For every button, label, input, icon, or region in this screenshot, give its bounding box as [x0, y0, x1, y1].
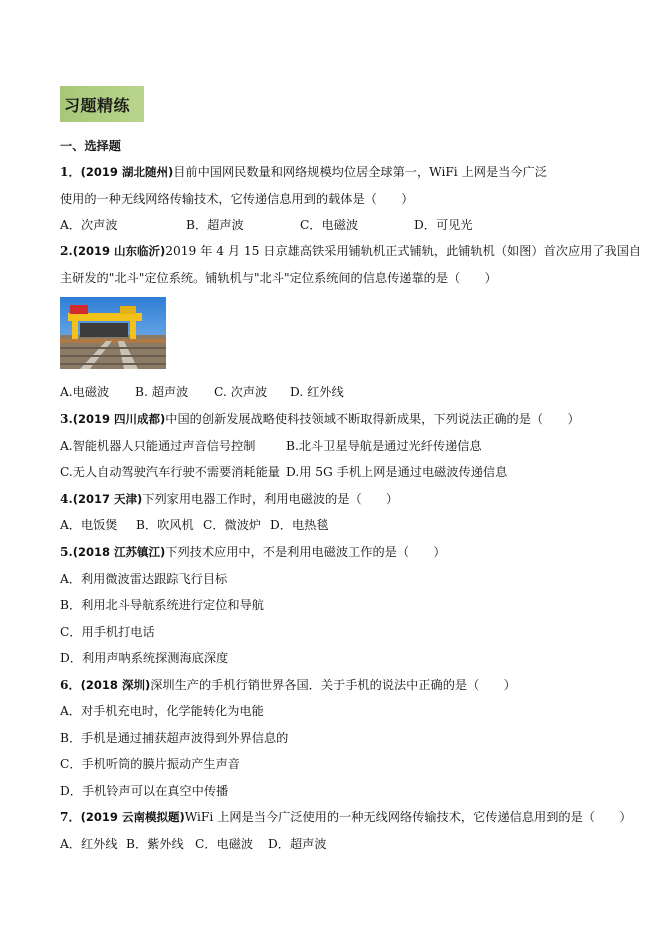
question-3-option-d: D.用 5G 手机上网是通过电磁波传递信息	[286, 465, 508, 479]
question-7-option-c: C．电磁波	[195, 837, 254, 851]
question-2-option-b: B. 超声波	[135, 385, 189, 399]
question-2-text-cont: 主研发的"北斗"定位系统。铺轨机与"北斗"定位系统间的信息传递靠的是（ ）	[60, 271, 497, 285]
question-6-text: 深圳生产的手机行销世界各国．关于手机的说法中正确的是（ ）	[150, 678, 516, 692]
question-6-option-d: D．手机铃声可以在真空中传播	[60, 784, 229, 798]
question-4-source: (2017 天津)	[72, 492, 143, 506]
question-6	[60, 677, 516, 693]
question-5-option-b: B．利用北斗导航系统进行定位和导航	[60, 598, 264, 612]
question-2-number: 2.	[60, 244, 73, 258]
question-5-option-d: D．利用声呐系统探测海底深度	[60, 651, 229, 665]
question-1-text-cont: 使用的一种无线网络传输技术，它传递信息用到的载体是（ ）	[60, 192, 414, 206]
question-5-text: 下列技术应用中，不是利用电磁波工作的是（ ）	[165, 545, 446, 559]
question-6-number: 6．	[60, 678, 81, 692]
question-6-option-c: C．手机听筒的膜片振动产生声音	[60, 757, 240, 771]
question-1-text: 目前中国网民数量和网络规模均位居全球第一，WiFi 上网是当今广泛	[173, 165, 547, 179]
question-1-option-b: B．超声波	[186, 218, 244, 232]
question-5	[60, 544, 446, 560]
question-6-option-a: A．对手机充电时，化学能转化为电能	[60, 704, 264, 718]
question-7-option-a: A．红外线	[60, 837, 118, 851]
question-7-number: 7．	[60, 810, 81, 824]
question-2-source: (2019 山东临沂)	[72, 244, 166, 258]
question-1-source: (2019 湖北随州)	[80, 165, 174, 179]
question-1-option-d: D．可见光	[414, 218, 473, 232]
question-4-option-c: C．微波炉	[203, 518, 262, 532]
question-3-text: 中国的创新发展战略使科技领域不断取得新成果，下列说法正确的是（ ）	[165, 412, 580, 426]
question-2-option-d: D. 红外线	[290, 385, 344, 399]
question-2	[60, 243, 641, 259]
question-5-source: (2018 江苏镇江)	[72, 545, 166, 559]
question-2-text: 2019 年 4 月 15 日京雄高铁采用铺轨机正式铺轨，此铺轨机（如图）首次应用了我国自	[165, 244, 642, 258]
question-1-number: 1．	[60, 165, 81, 179]
track-laying-machine-image	[60, 297, 166, 369]
question-2-option-a: A.电磁波	[60, 385, 110, 399]
question-5-number: 5.	[60, 545, 73, 559]
track-laying-machine-photo	[60, 297, 166, 369]
question-3-option-b: B.北斗卫星导航是通过光纤传递信息	[286, 439, 482, 453]
question-6-source: (2018 深圳)	[80, 678, 151, 692]
question-2-option-c: C. 次声波	[214, 385, 268, 399]
question-5-option-a: A．利用微波雷达跟踪飞行目标	[60, 572, 228, 586]
section-banner	[60, 86, 146, 124]
question-3-option-c: C.无人自动驾驶汽车行驶不需要消耗能量	[60, 465, 280, 479]
question-1	[60, 164, 547, 180]
section-title: 习题精练	[64, 96, 131, 115]
question-3-number: 3.	[60, 412, 73, 426]
question-7-option-d: D．超声波	[268, 837, 327, 851]
question-3	[60, 411, 580, 427]
question-3-source: (2019 四川成都)	[72, 412, 166, 426]
part-heading: 一、选择题	[60, 139, 121, 153]
question-3-option-a: A.智能机器人只能通过声音信号控制	[60, 439, 256, 453]
question-7-option-b: B．紫外线	[126, 837, 184, 851]
question-6-option-b: B．手机是通过捕获超声波得到外界信息的	[60, 731, 289, 745]
question-4-text: 下列家用电器工作时，利用电磁波的是（ ）	[142, 492, 399, 506]
question-4-option-d: D．电热毯	[270, 518, 329, 532]
question-1-option-a: A．次声波	[60, 218, 118, 232]
question-7-source: (2019 云南模拟题)	[80, 810, 185, 824]
question-7-text: WiFi 上网是当今广泛使用的一种无线网络传输技术，它传递信息用到的是（ ）	[184, 810, 632, 824]
question-5-option-c: C．用手机打电话	[60, 625, 155, 639]
question-4-option-b: B．吹风机	[136, 518, 194, 532]
question-4	[60, 491, 398, 507]
question-4-number: 4.	[60, 492, 73, 506]
question-4-option-a: A．电饭煲	[60, 518, 118, 532]
question-1-option-c: C．电磁波	[300, 218, 359, 232]
question-7	[60, 809, 632, 825]
